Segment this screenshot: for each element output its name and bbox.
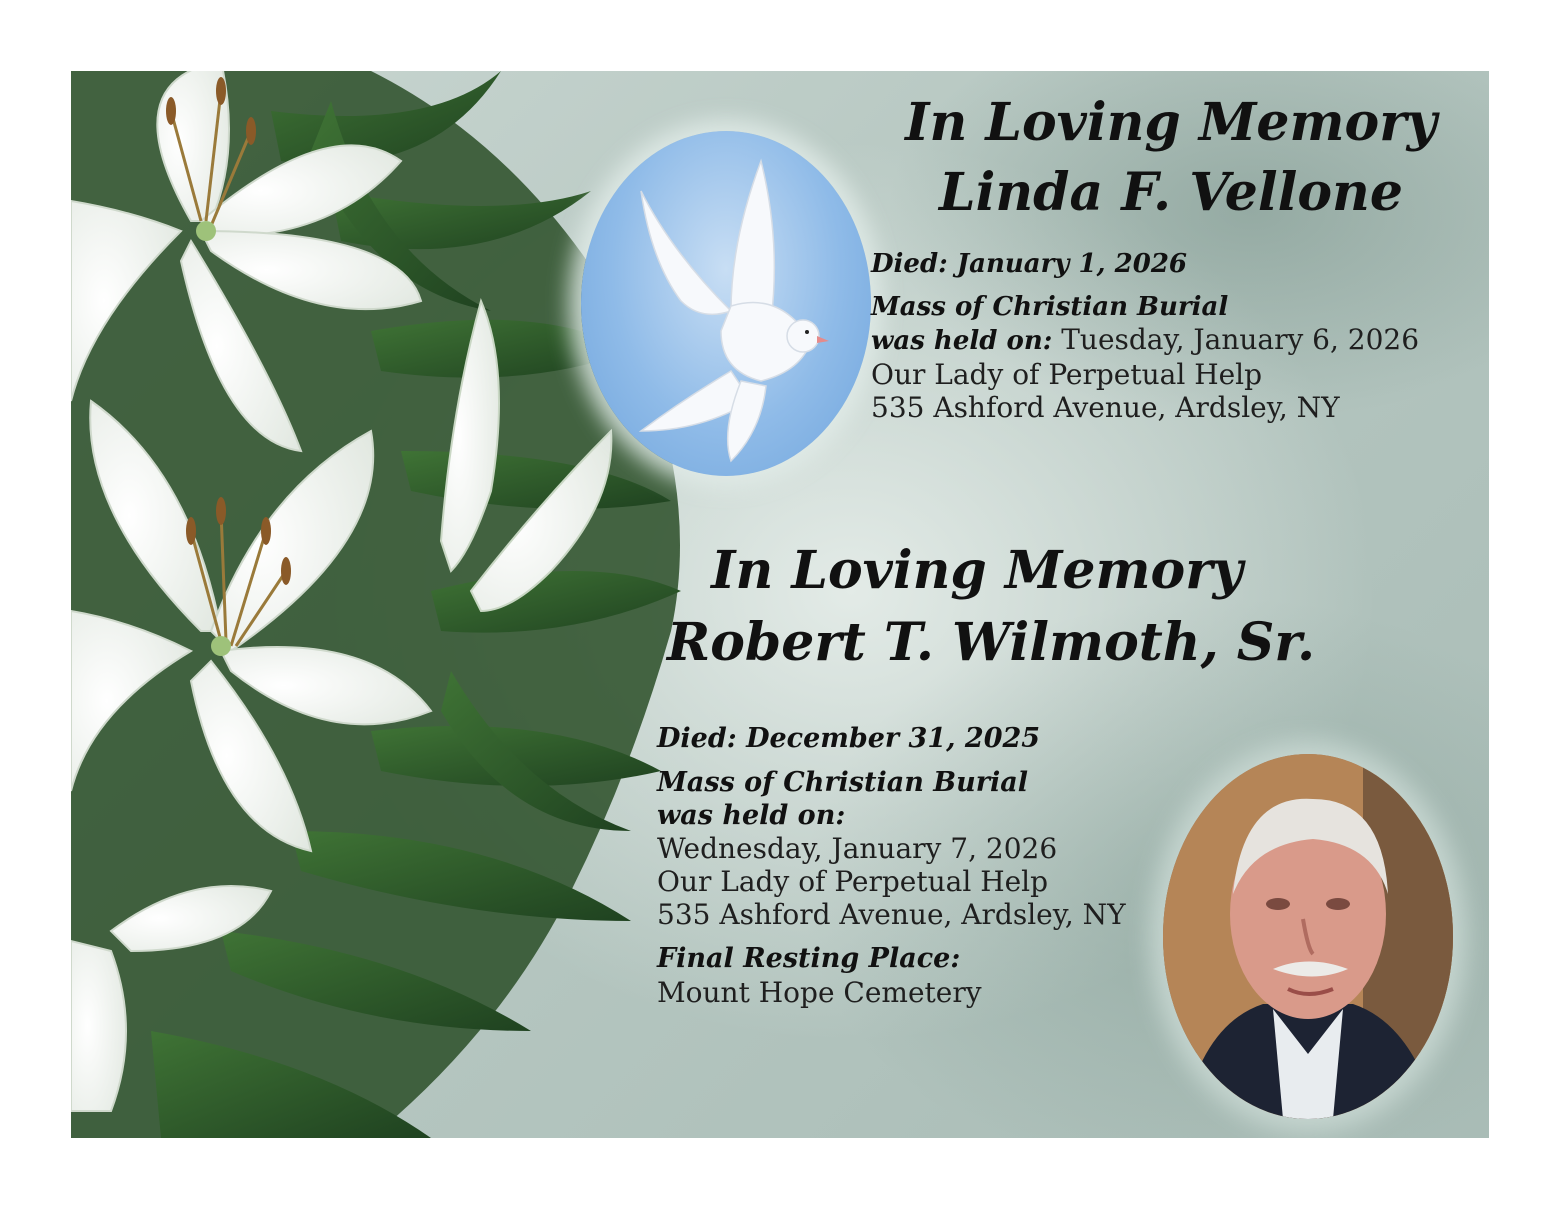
died-1: Died: January 1, 2026 bbox=[871, 249, 1188, 279]
memorial-section-2 bbox=[657, 540, 1477, 1009]
memorial-card bbox=[71, 71, 1489, 1138]
died-2: Died: December 31, 2025 bbox=[657, 723, 1041, 754]
name-1: Linda F. Vellone bbox=[939, 162, 1403, 223]
mass-line-1 bbox=[871, 323, 1471, 357]
address-2: 535 Ashford Avenue, Ardsley, NY bbox=[657, 898, 1126, 932]
mass-label-2b: was held on: bbox=[657, 799, 846, 831]
mass-date-1: Tuesday, January 6, 2026 bbox=[1061, 323, 1420, 357]
dove-image bbox=[581, 131, 871, 476]
mass-label-2a: Mass of Christian Burial bbox=[657, 767, 1028, 799]
mass-label-1b: was held on: bbox=[871, 326, 1053, 357]
name-2: Robert T. Wilmoth, Sr. bbox=[667, 612, 1316, 673]
resting-place: Mount Hope Cemetery bbox=[657, 975, 982, 1009]
heading-1: In Loving Memory bbox=[905, 92, 1437, 153]
church-2: Our Lady of Perpetual Help bbox=[657, 865, 1049, 899]
heading-2: In Loving Memory bbox=[711, 540, 1243, 601]
memorial-section-1 bbox=[871, 92, 1471, 424]
church-1: Our Lady of Perpetual Help bbox=[871, 357, 1263, 391]
mass-label-1a: Mass of Christian Burial bbox=[871, 292, 1229, 323]
address-1: 535 Ashford Avenue, Ardsley, NY bbox=[871, 390, 1340, 424]
mass-date-2: Wednesday, January 7, 2026 bbox=[657, 832, 1058, 866]
resting-label: Final Resting Place: bbox=[657, 943, 961, 975]
